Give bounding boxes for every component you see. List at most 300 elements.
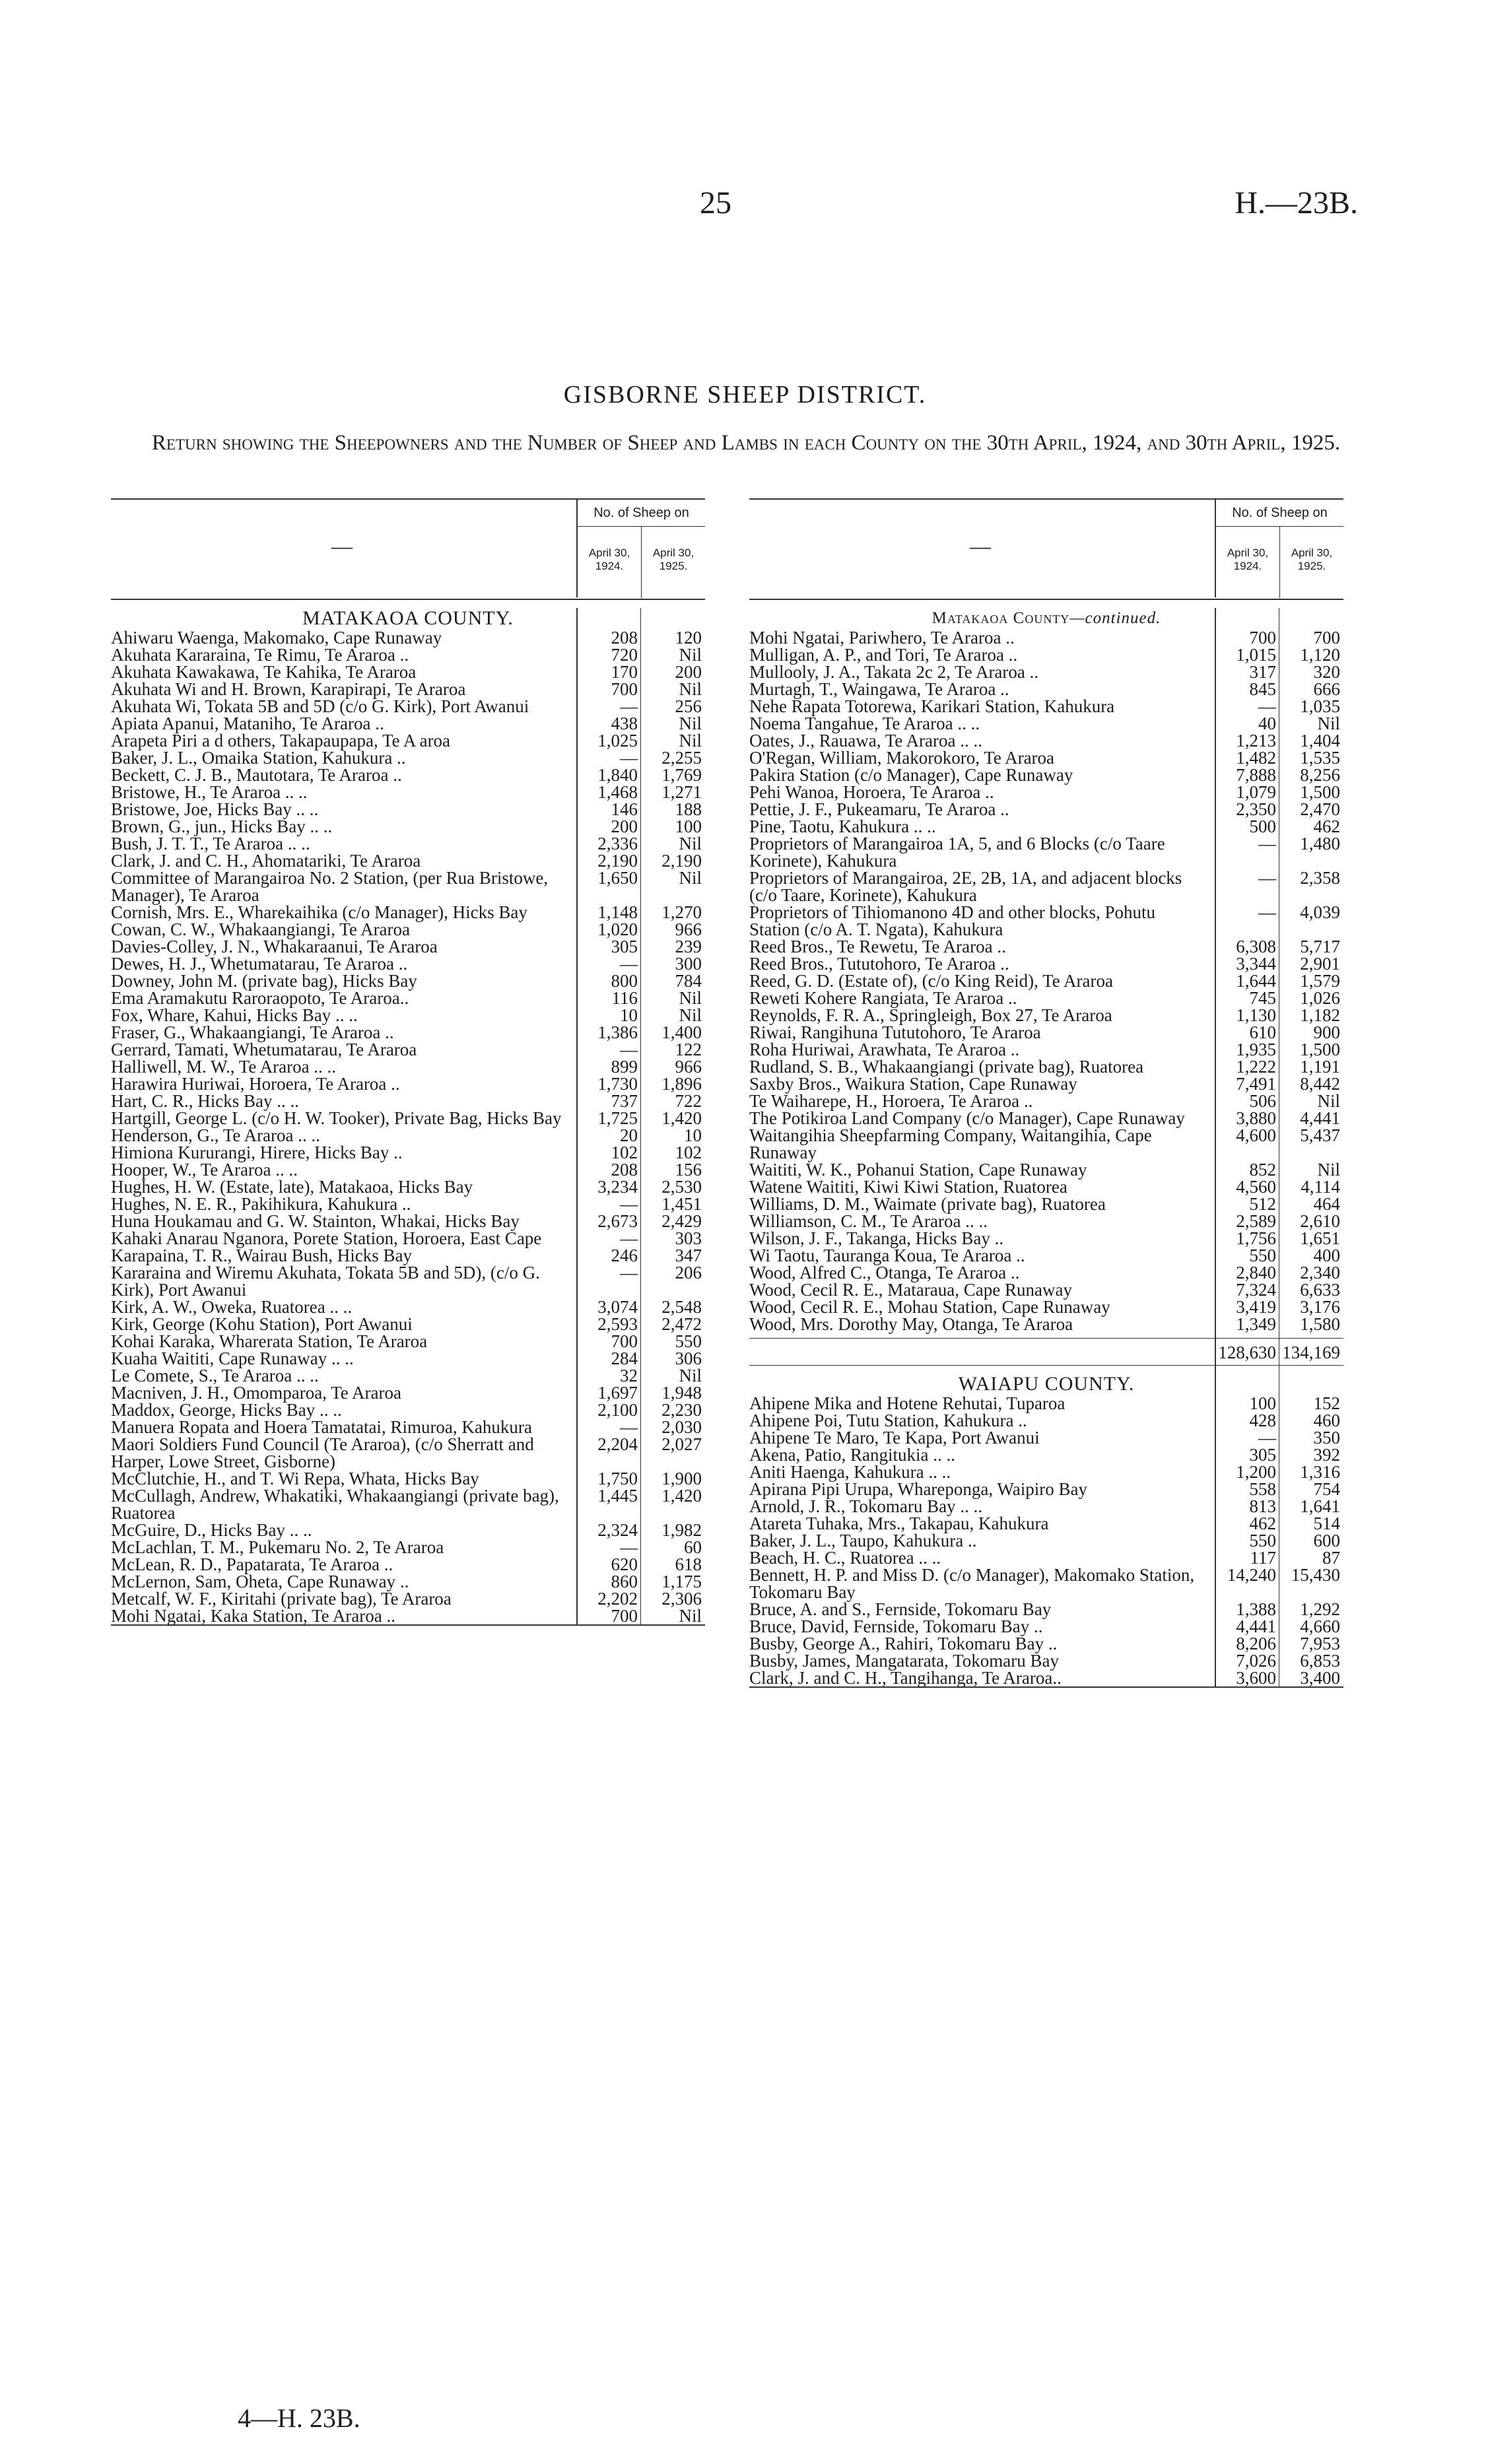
table-row	[111, 921, 705, 938]
sheep-1924: 305	[1249, 1445, 1276, 1465]
sheep-1924: 284	[611, 1349, 638, 1368]
owner-name: Pine, Taotu, Kahukura .. ..	[749, 816, 936, 836]
continued-suffix: —continued.	[1069, 609, 1161, 627]
sheep-1925: Nil	[679, 1005, 702, 1025]
sheep-1924: —	[620, 1537, 638, 1557]
owner-name: McGuire, D., Hicks Bay .. ..	[111, 1520, 312, 1540]
sheep-1924: 1,222	[1236, 1057, 1276, 1077]
table-header	[749, 498, 1343, 600]
sheep-1924: 1,020	[597, 919, 638, 939]
sheep-1924: 1,644	[1236, 971, 1276, 991]
header-name-column: —	[970, 534, 991, 558]
table-row	[111, 1161, 705, 1178]
table-row	[749, 663, 1343, 681]
sheep-1924: 200	[611, 816, 638, 836]
owner-name: Reed Bros., Tututohoro, Te Araroa ..	[749, 954, 1009, 974]
sheep-1925: 3,400	[1300, 1668, 1340, 1688]
owner-name: Mohi Ngatai, Pariwhero, Te Araroa ..	[749, 628, 1015, 648]
sheep-1924: 700	[1249, 628, 1276, 648]
owner-name: Saxby Bros., Waikura Station, Cape Runaway	[749, 1074, 1077, 1094]
sheep-1925: 4,441	[1300, 1108, 1340, 1128]
sheep-1925: Nil	[679, 988, 702, 1008]
owner-name: Brown, G., jun., Hicks Bay .. ..	[111, 816, 333, 836]
sheep-1925: 1,651	[1300, 1228, 1340, 1248]
table-row	[111, 1075, 705, 1092]
sheep-1924: —	[1258, 902, 1276, 922]
sheep-1925: 1,451	[661, 1194, 702, 1214]
table-row	[111, 1007, 705, 1024]
table-row	[111, 1041, 705, 1058]
owner-name: Bruce, David, Fernside, Tokomaru Bay ..	[749, 1616, 1043, 1636]
sheep-1924: 2,202	[597, 1589, 638, 1609]
table-row	[749, 1669, 1343, 1686]
owner-name: Maori Soldiers Fund Council (Te Araroa), (c/o Sherratt and Harper, Lowe Street, Gisborne)	[111, 1434, 534, 1471]
sheep-1925: 1,896	[661, 1074, 702, 1094]
owner-name: Beach, H. C., Ruatorea .. ..	[749, 1548, 941, 1568]
sheep-1924: —	[1258, 834, 1276, 853]
owner-name: Committee of Marangairoa No. 2 Station, (per Rua Bristowe, Manager), Te Araroa	[111, 868, 549, 905]
sheep-1924: 1,482	[1236, 748, 1276, 768]
owner-name: Proprietors of Marangairoa, 2E, 2B, 1A, and adjacent blocks (c/o Taare, Korinete), Kahukura	[749, 868, 1182, 905]
owner-name: Reed, G. D. (Estate of), (c/o King Reid), Te Araroa	[749, 971, 1113, 991]
owner-name: Beckett, C. J. B., Mautotara, Te Araroa ..	[111, 765, 402, 785]
table-row	[111, 783, 705, 801]
table-row	[749, 1395, 1343, 1412]
sheep-1924: 1,935	[1236, 1040, 1276, 1059]
sheep-1925: 6,633	[1300, 1280, 1340, 1300]
owner-name: Williamson, C. M., Te Araroa .. ..	[749, 1211, 988, 1231]
sheep-1924: 3,344	[1236, 954, 1276, 974]
sheep-1924: 512	[1249, 1194, 1276, 1214]
sheep-1924: 317	[1249, 662, 1276, 682]
sheep-1924: 2,190	[597, 851, 638, 871]
sheep-1924: 2,350	[1236, 799, 1276, 819]
sheep-1925: 2,190	[661, 851, 702, 871]
table-row	[111, 1401, 705, 1418]
owner-name: Wilson, J. F., Takanga, Hicks Bay ..	[749, 1228, 1004, 1248]
table-row	[749, 1463, 1343, 1481]
table-row	[749, 904, 1343, 938]
sheep-1925: Nil	[679, 679, 702, 699]
table-row	[111, 1213, 705, 1230]
owner-name: McCullagh, Andrew, Whakatiki, Whakaangiangi (private bag), Ruatorea	[111, 1486, 559, 1523]
owner-name: Karapaina, T. R., Wairau Bush, Hicks Bay	[111, 1246, 412, 1265]
sheep-1925: 1,500	[1300, 782, 1340, 802]
owner-name: Pettie, J. F., Pukeamaru, Te Araroa ..	[749, 799, 1009, 819]
sheep-1925: 1,480	[1300, 834, 1340, 853]
owner-name: Hartgill, George L. (c/o H. W. Tooker), Private Bag, Hicks Bay	[111, 1108, 562, 1128]
owner-name: Wood, Alfred C., Otanga, Te Araroa ..	[749, 1263, 1020, 1282]
sheep-1924: 116	[611, 988, 638, 1008]
sheep-1925: 239	[675, 937, 702, 956]
sheep-1924: —	[620, 1417, 638, 1437]
table-row	[749, 1092, 1343, 1110]
owner-name: Dewes, H. J., Whetumatarau, Te Araroa ..	[111, 954, 408, 974]
owner-name: Noema Tangahue, Te Araroa .. ..	[749, 714, 980, 733]
header-name-column: —	[331, 534, 353, 558]
sheep-1924: 3,880	[1236, 1108, 1276, 1128]
sheep-1924: 146	[611, 799, 638, 819]
owner-name: Gerrard, Tamati, Whetumatarau, Te Araroa	[111, 1040, 417, 1059]
sheep-1925: 8,442	[1300, 1074, 1340, 1094]
county-heading: MATAKAOA COUNTY.	[302, 607, 514, 629]
sheep-1925: Nil	[679, 834, 702, 853]
sheep-1924: 7,491	[1236, 1074, 1276, 1094]
sheep-1924: 8,206	[1236, 1634, 1276, 1653]
sheep-1925: 1,175	[661, 1572, 702, 1591]
table-row	[111, 801, 705, 818]
table-row	[111, 1298, 705, 1315]
table-row	[111, 818, 705, 835]
owner-name: Ema Aramakutu Raroraopoto, Te Araroa..	[111, 988, 409, 1008]
right-table	[749, 498, 1343, 1688]
sheep-1924: 100	[1249, 1393, 1276, 1413]
table-row	[111, 1539, 705, 1556]
sheep-1924: 208	[611, 1160, 638, 1180]
table-row	[111, 715, 705, 732]
table-row	[749, 698, 1343, 715]
owner-name: Himiona Kururangi, Hirere, Hicks Bay ..	[111, 1143, 403, 1162]
table-row	[749, 869, 1343, 904]
owner-name: Te Waiharepe, H., Horoera, Te Araroa ..	[749, 1091, 1033, 1111]
sheep-1924: 14,240	[1227, 1565, 1276, 1585]
sheep-1924: 1,468	[597, 782, 638, 802]
table-row	[111, 749, 705, 766]
sheep-1925: 514	[1313, 1514, 1340, 1533]
owner-name: Arnold, J. R., Tokomaru Bay .. ..	[749, 1496, 983, 1516]
owner-name: Reweti Kohere Rangiata, Te Araroa ..	[749, 988, 1017, 1008]
owner-name: Wi Taotu, Tauranga Koua, Te Araroa ..	[749, 1246, 1025, 1265]
table-row	[749, 715, 1343, 732]
sheep-1924: 305	[611, 937, 638, 956]
sheep-1925: 1,500	[1300, 1040, 1340, 1059]
owner-name: Akuhata Kararaina, Te Rimu, Te Araroa ..	[111, 645, 409, 665]
sheep-1924: 3,600	[1236, 1668, 1276, 1688]
table-row	[749, 1247, 1343, 1264]
sheep-1924: —	[620, 748, 638, 768]
table-row	[749, 1195, 1343, 1213]
header-sheep-group	[1215, 500, 1343, 597]
table-body	[111, 608, 705, 1626]
sheep-1924: 10	[620, 1005, 638, 1025]
table-row	[749, 972, 1343, 989]
table-row	[749, 1058, 1343, 1075]
owner-name: Wood, Cecil R. E., Mohau Station, Cape Runaway	[749, 1297, 1110, 1317]
table-row	[111, 1436, 705, 1470]
sheep-1925: 300	[675, 954, 702, 974]
owner-name: Hart, C. R., Hicks Bay .. ..	[111, 1091, 299, 1111]
owner-name: Davies-Colley, J. N., Whakaraanui, Te Araroa	[111, 937, 438, 956]
sheep-1925: 1,420	[661, 1486, 702, 1506]
sheep-1924: 1,650	[597, 868, 638, 888]
table-row	[749, 1618, 1343, 1635]
document-subtitle: Return showing the Sheepowners and the Number of Sheep and Lambs in each County on the 30th April, 1924, and 30th April, 1925.	[151, 431, 1341, 455]
owner-name: Kahaki Anarau Nganora, Porete Station, Horoera, East Cape	[111, 1228, 542, 1248]
table-row	[111, 1058, 705, 1075]
sheep-1925: 784	[675, 971, 702, 991]
owner-name: Kirk, A. W., Oweka, Ruatorea .. ..	[111, 1297, 353, 1317]
sheep-1925: 2,901	[1300, 954, 1340, 974]
sheep-1924: 700	[611, 1606, 638, 1626]
table-row	[749, 1412, 1343, 1429]
owner-name: Watene Waititi, Kiwi Kiwi Station, Ruatorea	[749, 1177, 1067, 1197]
table-row	[749, 1264, 1343, 1281]
table-row	[749, 989, 1343, 1007]
owner-name: Halliwell, M. W., Te Araroa .. ..	[111, 1057, 337, 1077]
table-row	[111, 1573, 705, 1590]
table-row	[111, 698, 705, 715]
owner-name: Reynolds, F. R. A., Springleigh, Box 27, Te Araroa	[749, 1005, 1112, 1025]
sheep-1925: 1,035	[1300, 696, 1340, 716]
table-row	[749, 1161, 1343, 1178]
owner-name: McLernon, Sam, Oheta, Cape Runaway ..	[111, 1572, 409, 1591]
sheep-1924: 2,324	[597, 1520, 638, 1540]
page-number: 25	[700, 185, 731, 220]
sheep-1925: 2,255	[661, 748, 702, 768]
owner-name: Fraser, G., Whakaangiangi, Te Araroa ..	[111, 1022, 394, 1042]
table-row	[749, 1298, 1343, 1315]
owner-name: Henderson, G., Te Araroa .. ..	[111, 1125, 321, 1145]
owner-name: Clark, J. and C. H., Ahomatariki, Te Araroa	[111, 851, 421, 871]
sheep-1925: 4,660	[1300, 1616, 1340, 1636]
owner-name: Rudland, S. B., Whakaangiangi (private bag), Ruatorea	[749, 1057, 1144, 1077]
header-col-1925: April 30, 1925.	[1279, 527, 1343, 598]
document-reference: H.—23B.	[1235, 185, 1358, 220]
table-row	[749, 1635, 1343, 1652]
owner-name: Manuera Ropata and Hoera Tamatatai, Rimuroa, Kahukura	[111, 1417, 532, 1437]
table-row	[111, 938, 705, 955]
owner-name: Huna Houkamau and G. W. Stainton, Whakai, Hicks Bay	[111, 1211, 520, 1231]
owner-name: Baker, J. L., Taupo, Kahukura ..	[749, 1531, 977, 1550]
table-row	[749, 681, 1343, 698]
table-row	[749, 1110, 1343, 1127]
sheep-1924: —	[1258, 1428, 1276, 1448]
table-header	[111, 498, 705, 600]
sheep-1924: 3,234	[597, 1177, 638, 1197]
sheep-1925: 347	[675, 1246, 702, 1265]
owner-name: Cowan, C. W., Whakaangiangi, Te Araroa	[111, 919, 411, 939]
owner-name: McLachlan, T. M., Pukemaru No. 2, Te Araroa	[111, 1537, 444, 1557]
sheep-1924: 40	[1258, 714, 1276, 733]
sheep-1925: 2,340	[1300, 1263, 1340, 1282]
table-row	[749, 1532, 1343, 1549]
sheep-1925: 188	[675, 799, 702, 819]
owner-name: Apiata Apanui, Mataniho, Te Araroa ..	[111, 714, 384, 733]
sheep-1924: 1,697	[597, 1383, 638, 1403]
owner-name: Akuhata Wi and H. Brown, Karapirapi, Te Araroa	[111, 679, 466, 699]
owner-name: Kohai Karaka, Wharerata Station, Te Araroa	[111, 1331, 428, 1351]
table-row	[749, 1429, 1343, 1446]
sheep-1925: Nil	[1317, 1160, 1340, 1180]
owner-name: Maddox, George, Hicks Bay .. ..	[111, 1400, 342, 1420]
sheep-1925: 256	[675, 696, 702, 716]
owner-name: Waitangihia Sheepfarming Company, Waitangihia, Cape Runaway	[749, 1125, 1152, 1162]
owner-name: Clark, J. and C. H., Tangihanga, Te Araroa..	[749, 1668, 1062, 1688]
owner-name: Harawira Huriwai, Horoera, Te Araroa ..	[111, 1074, 400, 1094]
sheep-1924: 737	[611, 1091, 638, 1111]
table-row	[111, 972, 705, 989]
table-row	[111, 646, 705, 663]
table-row	[111, 1590, 705, 1607]
owner-name: Akuhata Wi, Tokata 5B and 5D (c/o G. Kirk), Port Awanui	[111, 696, 529, 716]
sheep-1924: 32	[620, 1366, 638, 1385]
table-row	[749, 1041, 1343, 1058]
owner-name: Busby, George A., Rahiri, Tokomaru Bay ..	[749, 1634, 1058, 1653]
owner-name: Wood, Mrs. Dorothy May, Otanga, Te Araroa	[749, 1314, 1073, 1334]
sheep-1925: Nil	[679, 868, 702, 888]
sheep-1925: 2,030	[661, 1417, 702, 1437]
owner-name: Williams, D. M., Waimate (private bag), Ruatorea	[749, 1194, 1106, 1214]
table-row	[749, 1515, 1343, 1532]
sheep-1925: 1,120	[1300, 645, 1340, 665]
owner-name: Murtagh, T., Waingawa, Te Araroa ..	[749, 679, 1009, 699]
sheep-1924: 610	[1249, 1022, 1276, 1042]
table-row	[111, 1418, 705, 1436]
sheep-1925: 2,306	[661, 1589, 702, 1609]
owner-name: Atareta Tuhaka, Mrs., Takapau, Kahukura	[749, 1514, 1049, 1533]
table-row	[111, 835, 705, 852]
owner-name: Metcalf, W. F., Kiritahi (private bag), Te Araroa	[111, 1589, 452, 1609]
owner-name: Apirana Pipi Urupa, Whareponga, Waipiro Bay	[749, 1479, 1087, 1499]
sheep-1924: 745	[1249, 988, 1276, 1008]
sheep-1925: 464	[1313, 1194, 1340, 1214]
table-row	[749, 818, 1343, 835]
header-col-1924: April 30, 1924.	[1227, 547, 1269, 572]
total-1925: 134,169	[1282, 1343, 1340, 1362]
table-row	[111, 629, 705, 646]
table-row	[749, 801, 1343, 818]
sheep-1925: 618	[675, 1554, 702, 1574]
sheep-1925: Nil	[679, 714, 702, 733]
sheep-1924: 7,324	[1236, 1280, 1276, 1300]
owner-name: Waititi, W. K., Pohanui Station, Cape Runaway	[749, 1160, 1087, 1180]
table-row	[111, 955, 705, 972]
sheep-1924: 2,840	[1236, 1263, 1276, 1282]
sheep-1924: 2,100	[597, 1400, 638, 1420]
sheep-1924: —	[620, 1263, 638, 1282]
sheep-1924: 4,441	[1236, 1616, 1276, 1636]
table-row	[749, 1446, 1343, 1463]
sheep-1924: 3,074	[597, 1297, 638, 1317]
table-row	[111, 681, 705, 698]
sheep-1925: 700	[1313, 628, 1340, 648]
sheep-1925: Nil	[679, 1606, 702, 1626]
sheep-1925: 754	[1313, 1479, 1340, 1499]
sheep-1925: 666	[1313, 679, 1340, 699]
sheep-1925: Nil	[679, 1366, 702, 1385]
sheep-1924: 4,560	[1236, 1177, 1276, 1197]
owner-name: Cornish, Mrs. E., Wharekaihika (c/o Manager), Hicks Bay	[111, 902, 527, 922]
sheep-1925: 10	[684, 1125, 702, 1145]
owner-name: Akuhata Kawakawa, Te Kahika, Te Araroa	[111, 662, 417, 682]
sheep-1924: 1,349	[1236, 1314, 1276, 1334]
table-row	[749, 1315, 1343, 1333]
sheep-1925: 2,530	[661, 1177, 702, 1197]
sheep-1924: 1,025	[597, 731, 638, 750]
table-row	[749, 1007, 1343, 1024]
table-row	[111, 1195, 705, 1213]
table-row	[749, 1601, 1343, 1618]
sheep-1925: 15,430	[1291, 1565, 1340, 1585]
table-row	[111, 1144, 705, 1161]
table-row	[749, 1213, 1343, 1230]
table-row	[749, 1498, 1343, 1515]
sheep-1925: 60	[684, 1537, 702, 1557]
sheep-1924: 1,015	[1236, 645, 1276, 665]
owner-name: Hughes, N. E. R., Pakihikura, Kahukura ..	[111, 1194, 411, 1214]
owner-name: McLean, R. D., Papatarata, Te Araroa ..	[111, 1554, 393, 1574]
table-row	[749, 646, 1343, 663]
sheep-1925: 400	[1313, 1246, 1340, 1265]
sheep-1924: 1,756	[1236, 1228, 1276, 1248]
left-table	[111, 498, 705, 1626]
owner-name: Le Comete, S., Te Araroa .. ..	[111, 1366, 319, 1385]
sheep-1924: 1,840	[597, 765, 638, 785]
sheep-1925: 1,400	[661, 1022, 702, 1042]
sheep-1925: 8,256	[1300, 765, 1340, 785]
sheep-1925: 1,420	[661, 1108, 702, 1128]
sheep-1925: 966	[675, 919, 702, 939]
sheep-1924: —	[620, 696, 638, 716]
table-row	[111, 1178, 705, 1195]
sheep-1924: —	[620, 1194, 638, 1214]
sheep-1925: Nil	[679, 731, 702, 750]
table-row	[111, 1607, 705, 1624]
table-row	[111, 989, 705, 1007]
sheep-1925: 306	[675, 1349, 702, 1368]
table-row	[111, 1315, 705, 1333]
sheep-1925: 4,114	[1301, 1177, 1340, 1197]
table-row	[111, 766, 705, 783]
table-row	[749, 629, 1343, 646]
sheep-1924: 813	[1249, 1496, 1276, 1516]
sheep-1925: 2,548	[661, 1297, 702, 1317]
table-row	[111, 1264, 705, 1298]
sheep-1924: 1,445	[597, 1486, 638, 1506]
sheep-1924: 7,888	[1236, 765, 1276, 785]
owner-name: Hooper, W., Te Araroa .. ..	[111, 1160, 298, 1180]
sheep-1925: 2,470	[1300, 799, 1340, 819]
sheep-1925: 2,230	[661, 1400, 702, 1420]
sheep-1925: 1,641	[1300, 1496, 1340, 1516]
sheep-1924: 2,204	[597, 1434, 638, 1454]
table-row	[111, 1333, 705, 1350]
table-row	[111, 1092, 705, 1110]
sheep-1924: 1,213	[1236, 731, 1276, 750]
sheep-1924: —	[1258, 868, 1276, 888]
table-row	[111, 1556, 705, 1573]
owner-name: Fox, Whare, Kahui, Hicks Bay .. ..	[111, 1005, 358, 1025]
sheep-1924: 720	[611, 645, 638, 665]
table-row	[749, 1281, 1343, 1298]
owner-name: The Potikiroa Land Company (c/o Manager), Cape Runaway	[749, 1108, 1185, 1128]
header-group-label: No. of Sheep on	[1216, 500, 1343, 527]
owner-name: Downey, John M. (private bag), Hicks Bay	[111, 971, 417, 991]
table-row	[749, 1075, 1343, 1092]
owner-name: Roha Huriwai, Arawhata, Te Araroa ..	[749, 1040, 1020, 1059]
sheep-1925: 350	[1313, 1428, 1340, 1448]
sheep-1924: 2,336	[597, 834, 638, 853]
sheep-1925: 303	[675, 1228, 702, 1248]
sheep-1925: 392	[1313, 1445, 1340, 1465]
sheep-1924: 4,600	[1236, 1125, 1276, 1145]
sheep-1925: 966	[675, 1057, 702, 1077]
sheep-1924: —	[1258, 696, 1276, 716]
table-row	[749, 1127, 1343, 1161]
sheep-1924: 1,725	[597, 1108, 638, 1128]
sheep-1925: 1,191	[1300, 1057, 1340, 1077]
owner-name: Macniven, J. H., Omomparoa, Te Araroa	[111, 1383, 401, 1403]
